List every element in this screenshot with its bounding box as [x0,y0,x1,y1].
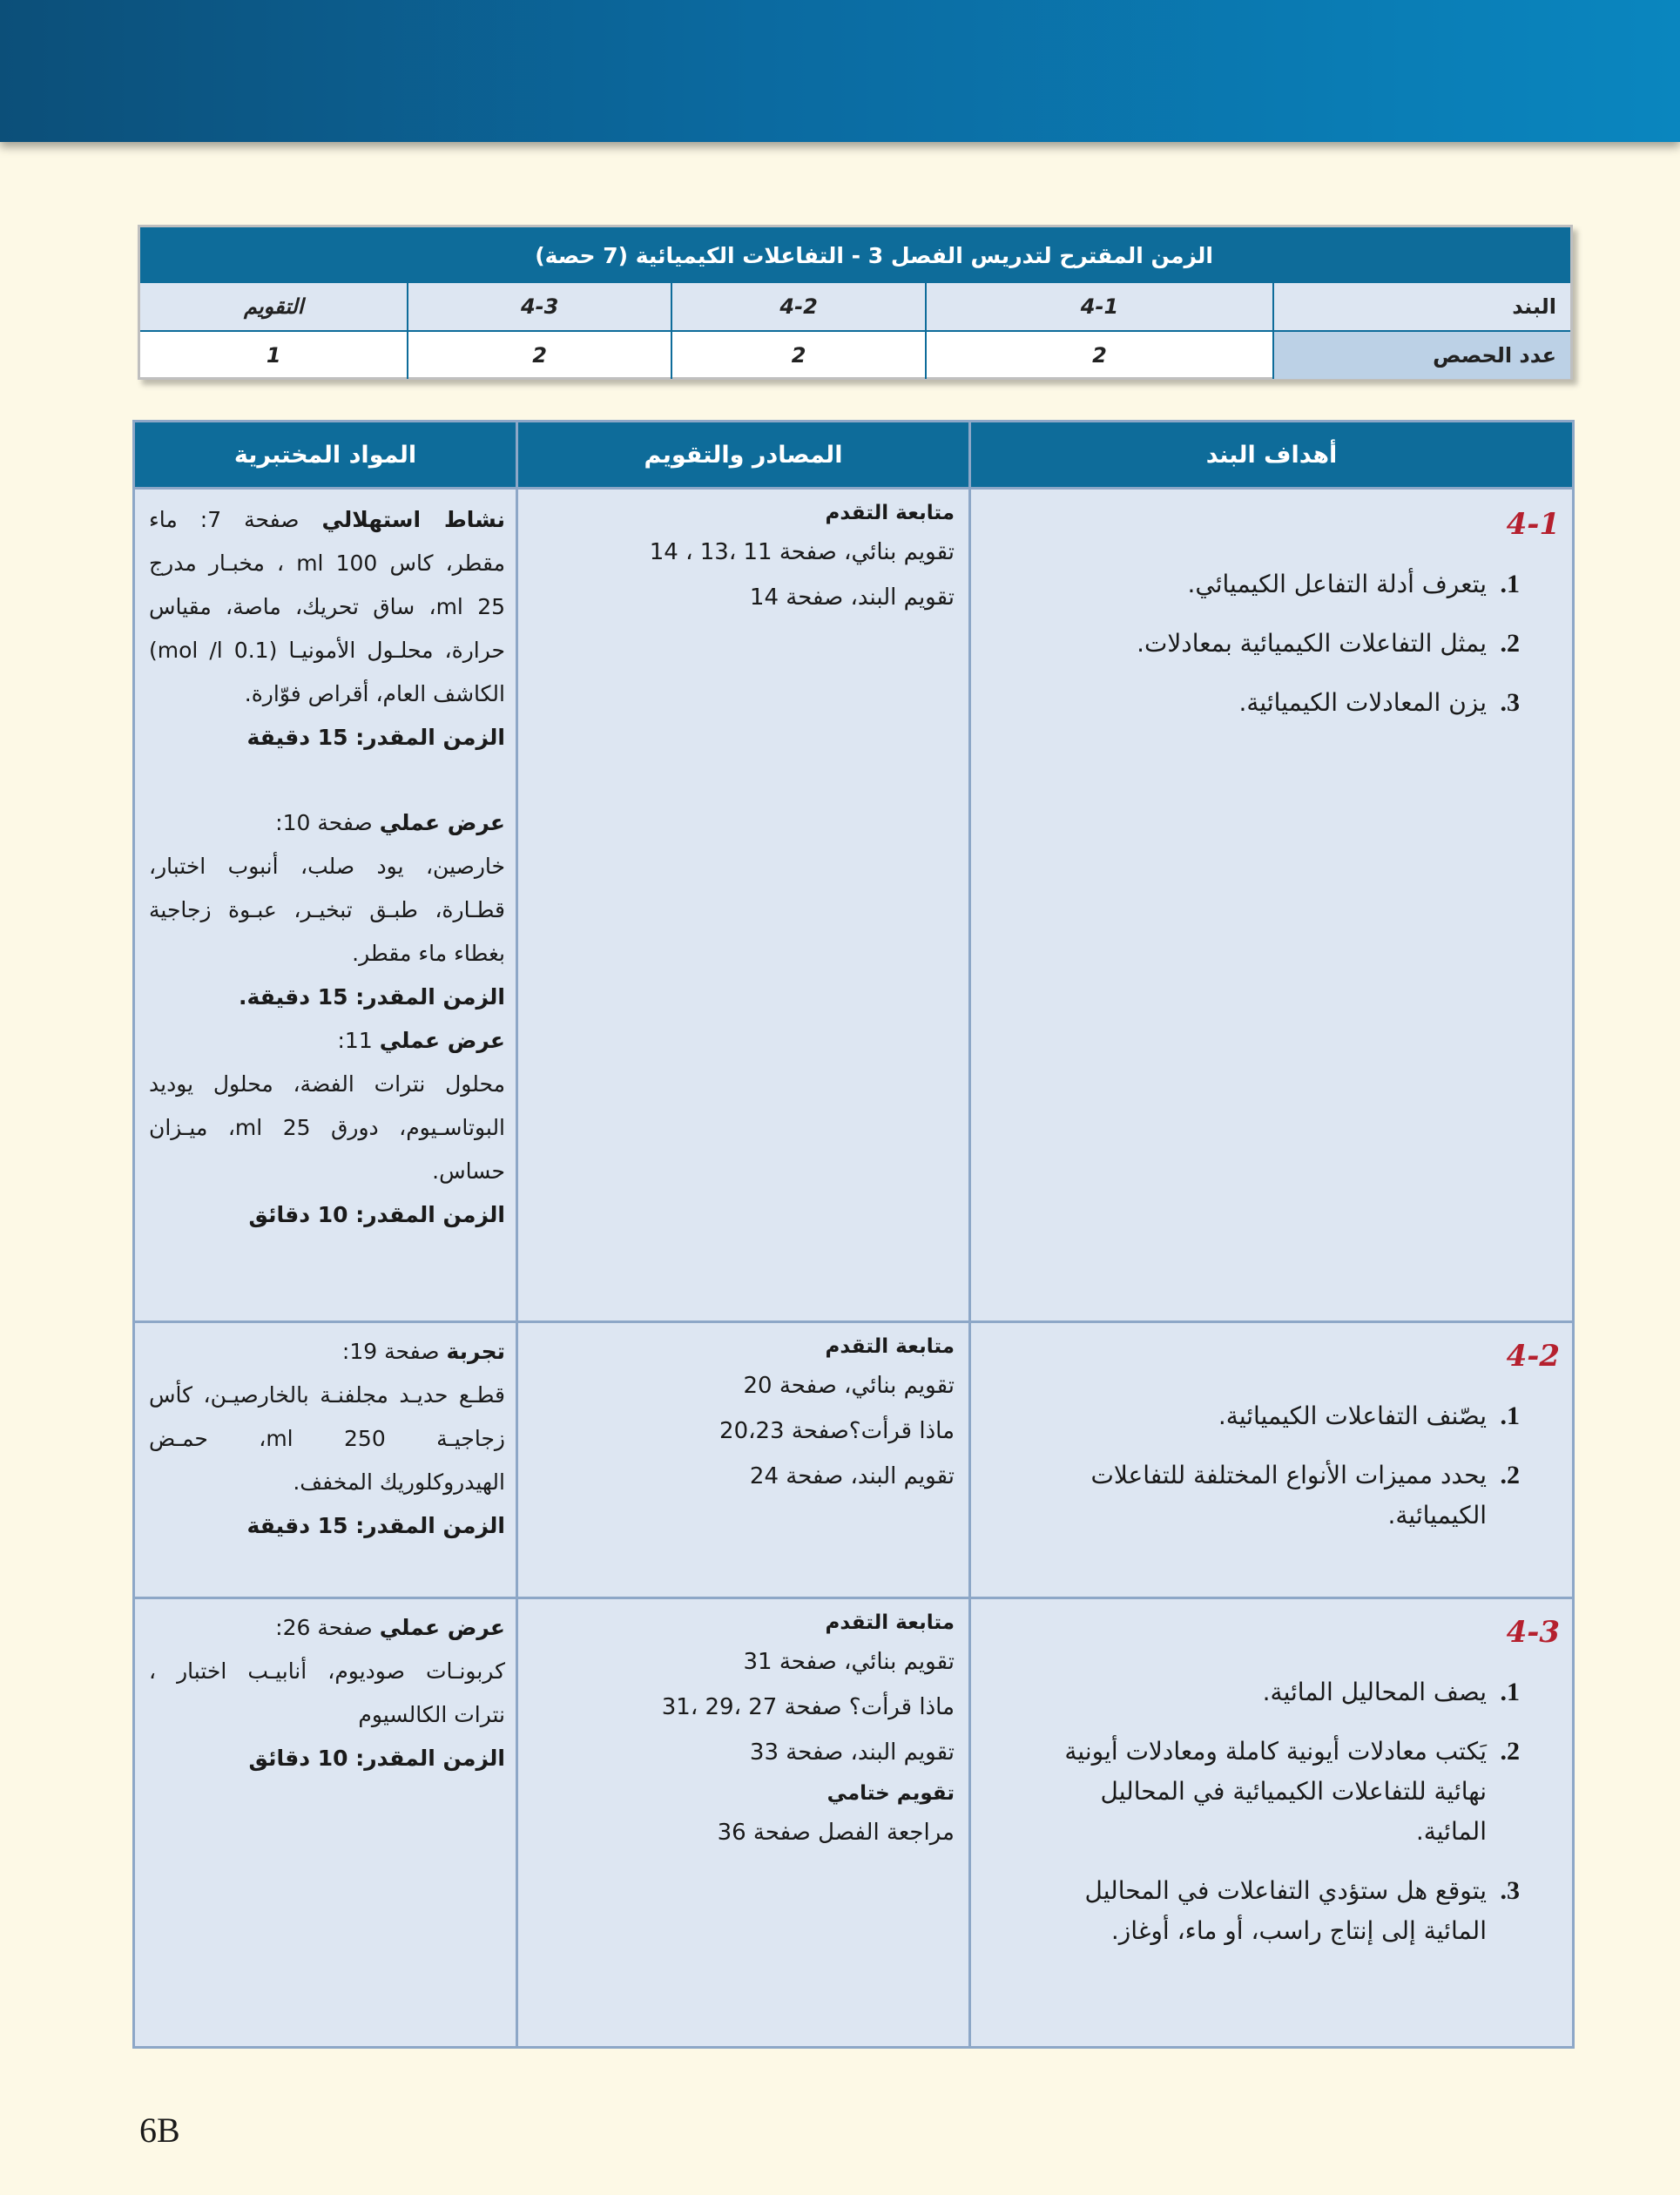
source-line: تقويم البند، صفحة 33 [749,1739,955,1766]
goals-list [1049,1396,1560,1536]
activity-block: عرض عملي صفحة 10: [275,810,505,835]
activity-block: عرض عملي صفحة 26: [275,1615,505,1640]
source-line: تقويم بنائي، صفحة 31 [743,1649,955,1675]
source-line: تقويم بنائي، صفحة 11 ،13 ، 14 [649,539,955,565]
goals-list [1049,1672,1560,1951]
goal-item: 3. يتوقع هل ستؤدي التفاعلات في المحاليل المائية إلى إنتاج راسب، أو ماء، أوغاز. [1084,1876,1520,1945]
activity-text: خارصين، يود صلب، أنبوب اختبار، قطـارة، طبـق تبخيـر، عبـوة زجاجية بغطاء ماء مقطر. [149,854,505,966]
summative-heading: تقويم ختامي [827,1782,955,1805]
lesson-plan-table [132,420,1575,2049]
source-line: تقويم بنائي، صفحة 20 [743,1373,955,1399]
source-line: مراجعة الفصل صفحة 36 [717,1820,955,1846]
goal-item: 1. يتعرف أدلة التفاعل الكيميائي. [1187,570,1520,598]
schedule-periods-4-3: 2 [407,332,670,379]
schedule-row-label-periods: عدد الحصص [1272,332,1570,379]
progress-heading: متابعة التقدم [825,1335,955,1358]
source-line: ماذا قرأت؟ صفحة 27 ،29 ،31 [661,1694,955,1720]
schedule-table [138,225,1573,380]
section-number: 4-2 [1506,1339,1560,1374]
schedule-row-label-section: البند [1272,283,1570,330]
activity-text: كربونـات صوديوم، أنابيـب اختبار ، نترات الكالسيوم [149,1658,505,1727]
section-4-1-sources [518,490,968,627]
source-line: ماذا قرأت؟صفحة 20،23 [719,1418,955,1444]
schedule-periods-4-2: 2 [671,332,925,379]
goal-item: 2. يحدد مميزات الأنواع المختلفة للتفاعلات الكيميائية. [1090,1461,1520,1530]
section-4-2-goals [971,1323,1572,1555]
goal-item: 2. يَكتب معادلات أيونية كاملة ومعادلات أيونية نهائية للتفاعلات الكيميائية في المحاليل المائية. [1064,1737,1520,1846]
section-4-2-materials [135,1323,516,1548]
section-4-1-goals [971,490,1572,742]
top-banner [0,0,1680,142]
estimated-time: الزمن المقدر: 15 دقيقة [246,1513,505,1538]
header-sources: المصادر والتقويم [518,422,968,487]
goal-item: 1. يصف المحاليل المائية. [1262,1678,1520,1706]
activity-text: محلول نترات الفضة، محلول يوديد البوتاسـيوم، دورق 25 ml، ميـزان حساس. [149,1071,506,1184]
goal-item: 2. يمثل التفاعلات الكيميائية بمعادلات. [1137,629,1520,658]
section-4-3-sources [518,1599,968,1862]
header-goals: أهداف البند [971,422,1572,487]
goal-item: 1. يصّنف التفاعلات الكيميائية. [1218,1401,1520,1430]
source-line: تقويم البند، صفحة 24 [749,1463,955,1489]
source-line: تقويم البند، صفحة 14 [749,584,955,611]
schedule-col-4-3: 4-3 [407,283,670,330]
section-number: 4-1 [1506,507,1560,542]
activity-text: قطـع حديـد مجلفنـة بالخارصيـن، كأس زجاجيـة 250 ml، حمـض الهيدروكلوريك المخفف. [149,1382,505,1495]
schedule-title: الزمن المقترح لتدريس الفصل 3 - التفاعلات الكيميائية (7 حصة) [140,227,1570,283]
schedule-periods-evaluation: 1 [266,343,281,368]
goal-item: 3. يزن المعادلات الكيميائية. [1238,688,1520,717]
progress-heading: متابعة التقدم [825,1611,955,1634]
page-number: 6B [139,2111,180,2150]
section-4-1-materials [135,490,516,1237]
activity-block: نشاط استهلالي صفحة 7: ماء مقطر، كاس 100 ml ، مخبـار مدرج 25 ml، ساق تحريك، ماصة، مقياس حرارة، محلـول الأمونيـا (0.1 mol /l) الكاشف العام، أقراص فوّارة. [149,507,505,706]
estimated-time: الزمن المقدر: 10 دقائق [248,1746,505,1771]
schedule-periods-4-1: 2 [925,332,1272,379]
schedule-col-4-1: 4-1 [925,283,1272,330]
progress-heading: متابعة التقدم [825,502,955,524]
section-4-3-goals [971,1599,1572,1970]
estimated-time: الزمن المقدر: 15 دقيقة. [239,984,505,1010]
schedule-header-row [140,283,1570,330]
goals-list [1049,564,1560,723]
activity-block: عرض عملي 11: [337,1028,505,1053]
section-4-3-materials [135,1599,516,1780]
estimated-time: الزمن المقدر: 10 دقائق [248,1202,505,1227]
section-4-2-sources [518,1323,968,1506]
schedule-col-evaluation: التقويم [140,283,407,330]
schedule-periods-row [140,330,1570,379]
header-materials: المواد المختبرية [135,422,516,487]
estimated-time: الزمن المقدر: 15 دقيقة [246,725,505,750]
section-number: 4-3 [1506,1615,1560,1650]
schedule-col-4-2: 4-2 [671,283,925,330]
activity-block: تجربة صفحة 19: [341,1339,505,1364]
